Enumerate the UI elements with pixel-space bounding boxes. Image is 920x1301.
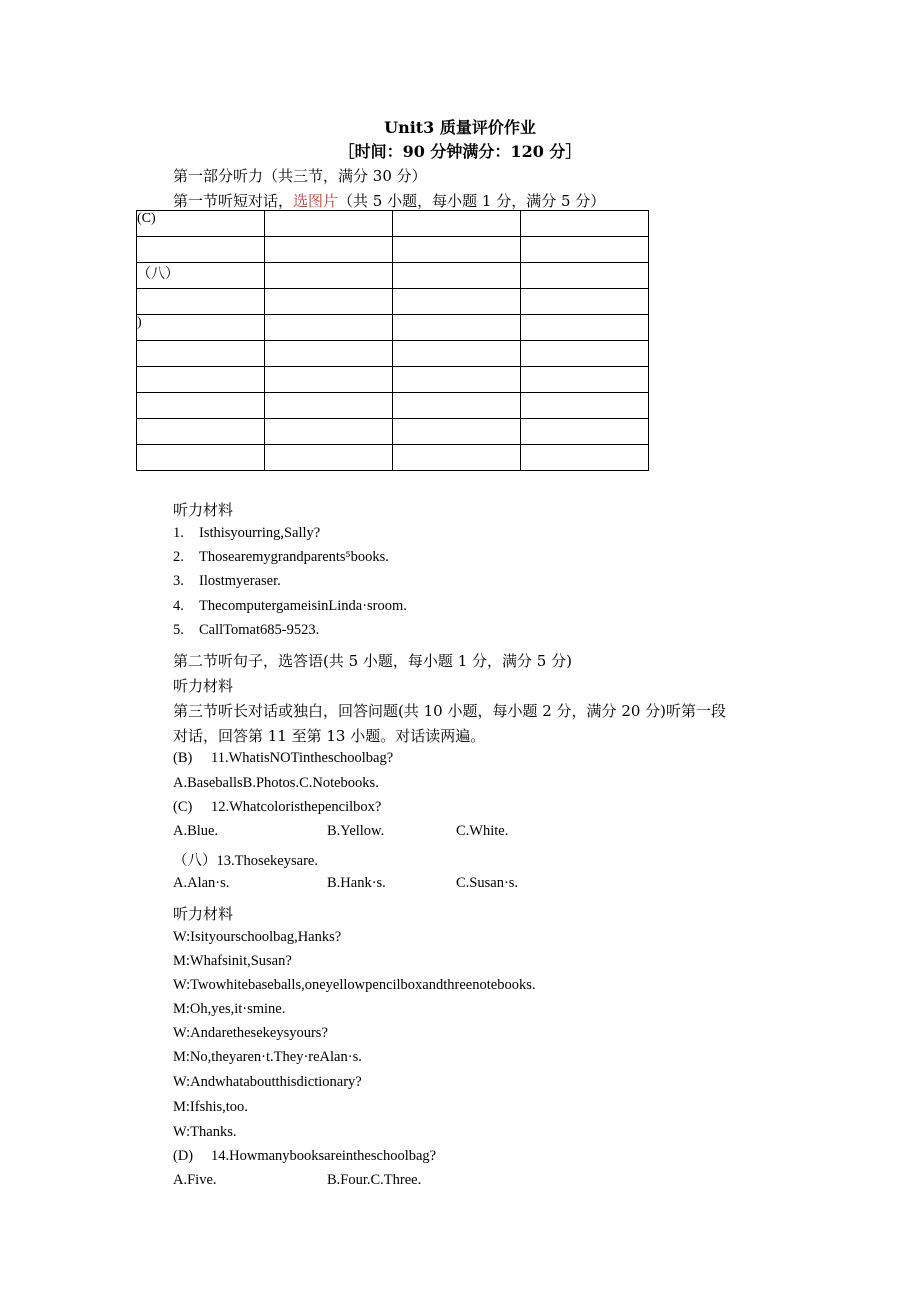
table-cell: [265, 263, 393, 289]
dialogue-line: W:Twowhitebaseballs,oneyellowpencilboxandthreenotebooks.: [173, 977, 536, 993]
item-text: Thosearemygrandparents⁵books.: [199, 549, 389, 565]
option-c: C.White.: [456, 823, 509, 839]
section1-heading: [173, 190, 605, 211]
page-title: Unit3 质量评价作业: [384, 118, 536, 137]
question-12: [173, 799, 381, 816]
table-cell: [521, 315, 649, 341]
item-text: CallTomat685-9523.: [199, 622, 320, 638]
question-13: [173, 849, 318, 870]
question-answer: （八）: [173, 853, 217, 869]
table-row: [137, 211, 649, 237]
option-b: B.Hank·s.: [327, 875, 386, 891]
part1-heading: 第一部分听力（共三节，满分 30 分）: [173, 167, 427, 185]
table-cell: [393, 315, 521, 341]
question-text: 12.Whatcoloristhepencilbox?: [211, 799, 382, 815]
item-number: 1.: [173, 525, 184, 541]
question-12-options: [173, 823, 573, 843]
option-a: A.Alan·s.: [173, 875, 230, 891]
table-cell: [137, 393, 265, 419]
table-cell: [521, 263, 649, 289]
table-cell: [521, 237, 649, 263]
table-cell: [137, 341, 265, 367]
item-text: ThecomputergameisinLinda·sroom.: [199, 598, 407, 614]
dialogue-line: M:Ifshis,too.: [173, 1099, 248, 1115]
material-item: [173, 525, 320, 542]
section2-heading: 第二节听句子，选答语(共 5 小题，每小题 1 分，满分 5 分): [173, 652, 572, 670]
table-row: [137, 393, 649, 419]
table-cell: [265, 211, 393, 237]
table-cell: [265, 419, 393, 445]
table-cell: [393, 289, 521, 315]
section1-heading-highlight: 选图片: [293, 192, 339, 210]
dialogue-line: M:Oh,yes,it·smine.: [173, 1001, 286, 1017]
option-b: B.Yellow.: [327, 823, 385, 839]
table-cell: [521, 367, 649, 393]
option-c: C.Susan·s.: [456, 875, 519, 891]
table-cell: [265, 315, 393, 341]
dialogue-line: W:Andwhataboutthisdictionary?: [173, 1074, 362, 1090]
question-14-options: [173, 1172, 573, 1192]
item-number: 3.: [173, 573, 184, 589]
table-cell: [393, 419, 521, 445]
table-cell: [521, 419, 649, 445]
table-cell: [521, 211, 649, 237]
table-cell: [521, 393, 649, 419]
table-row: [137, 237, 649, 263]
question-text: 13.Thosekeysare.: [216, 853, 318, 869]
table-cell: [521, 289, 649, 315]
table-cell: [393, 237, 521, 263]
table-cell: [265, 237, 393, 263]
item-text: Ilostmyeraser.: [199, 573, 281, 589]
question-13-options: [173, 875, 573, 895]
table-cell: [393, 445, 521, 471]
question-answer: (C): [173, 799, 193, 815]
dialogue-line: M:Whafsinit,Susan?: [173, 953, 292, 969]
materials2-label: 听力材料: [173, 905, 234, 923]
option-a: A.Blue.: [173, 823, 219, 839]
table-cell: [393, 263, 521, 289]
table-cell: [521, 341, 649, 367]
table-cell: [393, 393, 521, 419]
table-cell: [265, 341, 393, 367]
question-text: 11.WhatisNOTintheschoolbag?: [211, 750, 394, 766]
table-cell: [137, 445, 265, 471]
table-cell: ): [137, 315, 265, 341]
table-row: [137, 263, 649, 289]
item-text: Isthisyourring,Sally?: [199, 525, 321, 541]
material-item: [173, 622, 319, 639]
table-cell: [265, 393, 393, 419]
table-cell: [137, 419, 265, 445]
material-item: [173, 598, 407, 615]
table-cell: (C): [137, 211, 265, 237]
answer-table: [136, 210, 649, 471]
item-number: 4.: [173, 598, 184, 614]
material-item: [173, 573, 281, 590]
table-row: [137, 341, 649, 367]
table-cell: [265, 289, 393, 315]
table-cell: [137, 237, 265, 263]
table-cell: [393, 211, 521, 237]
table-cell: （八）: [137, 263, 265, 289]
section1-heading-pre: 第一节听短对话，: [173, 192, 294, 210]
section1-heading-post: （共 5 小题，每小题 1 分，满分 5 分）: [338, 192, 606, 210]
material-item: [173, 549, 389, 566]
question-answer: (D): [173, 1148, 194, 1164]
dialogue-line: W:Andarethesekeysyours?: [173, 1025, 328, 1041]
question-14: [173, 1148, 436, 1165]
table-row: [137, 445, 649, 471]
dialogue-line: W:Isityourschoolbag,Hanks?: [173, 929, 342, 945]
table-row: [137, 315, 649, 341]
question-11-options: A.BaseballsB.Photos.C.Notebooks.: [173, 775, 379, 791]
table-row: [137, 289, 649, 315]
dialogue-line: M:No,theyaren·t.They·reAlan·s.: [173, 1049, 362, 1065]
table-cell: [521, 445, 649, 471]
question-text: 14.Howmanybooksareintheschoolbag?: [211, 1148, 437, 1164]
materials1-label: 听力材料: [173, 501, 234, 519]
question-11: [173, 750, 393, 767]
table-cell: [265, 445, 393, 471]
option-bc: B.Four.C.Three.: [327, 1172, 422, 1188]
table-cell: [137, 367, 265, 393]
section3-heading-line1: 第三节听长对话或独白，回答问题(共 10 小题，每小题 2 分，满分 20 分)听第一段: [173, 702, 727, 720]
table-cell: [137, 289, 265, 315]
table-row: [137, 419, 649, 445]
dialogue-line: W:Thanks.: [173, 1124, 237, 1140]
item-number: 5.: [173, 622, 184, 638]
item-number: 2.: [173, 549, 184, 565]
question-answer: (B): [173, 750, 193, 766]
table-cell: [393, 341, 521, 367]
table-row: [137, 367, 649, 393]
table-cell: [265, 367, 393, 393]
option-a: A.Five.: [173, 1172, 217, 1188]
page-subtitle: ［时间：90 分钟满分：120 分］: [338, 142, 582, 161]
table-cell: [393, 367, 521, 393]
section2-label: 听力材料: [173, 677, 234, 695]
section3-heading-line2: 对话，回答第 11 至第 13 小题。对话读两遍。: [173, 727, 486, 745]
